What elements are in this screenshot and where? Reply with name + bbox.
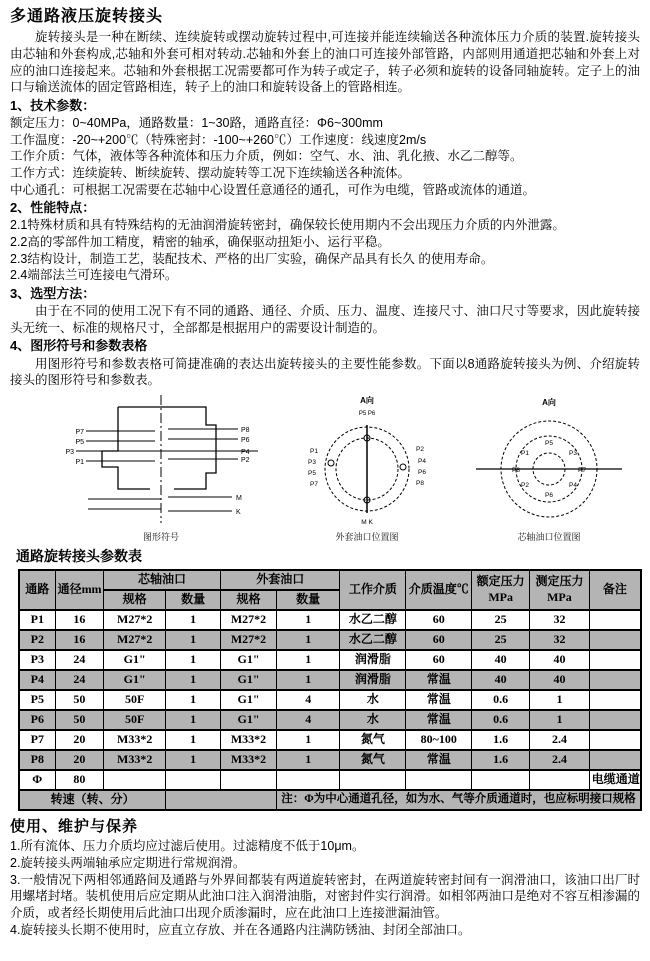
table-cell: 1 [166, 690, 221, 710]
table-cell-speed: 转速（转、分） [19, 790, 166, 810]
table-cell: 常温 [406, 690, 472, 710]
tech-line: 工作温度：-20~+200℃（特殊密封：-100~+260℃）工作速度：线速度2m/s [10, 132, 427, 147]
core-drawing [470, 393, 628, 531]
table-cell: 1 [166, 750, 221, 770]
table-cell: 1 [276, 670, 339, 690]
table-header-cell [530, 570, 590, 610]
table-cell: 25 [472, 610, 530, 630]
feature-line: 2.2高的零部件加工精度，精密的轴承，确保驱动扭矩小、运行平稳。 [10, 235, 390, 250]
port-label: P3 [308, 459, 316, 467]
table-cell: 1.6 [472, 730, 530, 750]
table-header-cell: 外套油口 [221, 570, 340, 590]
table-header-row [19, 570, 641, 590]
diagram-caption: 芯轴油口位置图 [517, 532, 581, 543]
port-label: P5 [545, 440, 553, 448]
feature-line: 2.3结构设计，制造工艺，装配技术、严格的出厂实验，确保产品具有长久 的使用寿命。 [10, 251, 494, 266]
table-cell: 水 [340, 710, 406, 730]
table-cell: 24 [55, 670, 104, 690]
table-cell: 40 [530, 670, 590, 690]
table-cell: 50 [55, 690, 104, 710]
table-cell: G1" [104, 650, 166, 670]
bottom-port-label: M K [361, 519, 373, 527]
table-cell: 40 [530, 650, 590, 670]
port-label: P6 [545, 492, 553, 500]
table-row [19, 730, 641, 750]
table-cell: 润滑脂 [340, 650, 406, 670]
table-cell: 1 [166, 650, 221, 670]
port-label: K [236, 509, 241, 517]
port-label: P4 [241, 449, 250, 457]
table-cell: 1 [166, 670, 221, 690]
table-cell: P3 [19, 650, 55, 670]
port-marker [400, 464, 406, 470]
header-line: 测定压力 [535, 573, 584, 588]
table-header-cell: 通径mm [55, 570, 104, 610]
table-cell: Φ [19, 770, 55, 790]
port-label: M [236, 495, 242, 503]
table-cell: 40 [472, 670, 530, 690]
table-cell: M33*2 [104, 750, 166, 770]
table-cell: 80 [55, 770, 104, 790]
table-cell: 32 [530, 630, 590, 650]
table-footer-row [19, 790, 641, 810]
table-cell: 2.4 [530, 730, 590, 750]
port-label: P5 [75, 439, 84, 447]
table-cell [104, 770, 166, 790]
table-cell: 水乙二醇 [340, 630, 406, 650]
maintenance-item: 2.旋转接头两端轴承应定期进行常规润滑。 [10, 856, 246, 871]
maintenance-heading: 使用、维护与保养 [10, 817, 139, 835]
port-label: P1 [310, 448, 318, 456]
port-label: P3 [65, 449, 74, 457]
symbol-drawing [58, 393, 264, 531]
table-cell: 1 [530, 710, 590, 730]
port-label: P6 [418, 469, 426, 477]
table-cell [589, 650, 641, 670]
diagram-caption: 图形符号 [142, 532, 179, 543]
table-cell: G1" [221, 710, 277, 730]
table-cell: M27*2 [104, 630, 166, 650]
table-header-cell: 通路 [19, 570, 55, 610]
table-cell-note: 注：Φ为中心通道孔径，如为水、气等介质通道时，也应标明接口规格 [276, 790, 641, 810]
table-cell: M27*2 [104, 610, 166, 630]
maintenance-item: 3.一般情况下两相邻通路间及通路与外界间都装有两道旋转密封，在两道旋转密封间有一润滑油口，该油口出厂时用螺堵封堵。装机使用后应定期从此油口注入润滑油脂，对密封件实行润滑。如相邻两油口是绝对不容互相渗漏的介质，或者经长期使用后此油口出现介质渗漏时，应在此油口上连接泄漏油管。 [10, 872, 640, 920]
table-cell: 4 [276, 710, 339, 730]
port-label: P8 [241, 427, 250, 435]
housing-outline-left [102, 407, 150, 489]
section-heading-selection: 3、选型方法： [10, 285, 96, 301]
table-cell: 0.6 [472, 690, 530, 710]
table-cell [530, 770, 590, 790]
header-line: MPa [488, 589, 513, 604]
section-heading-symbols: 4、图形符号和参数表格 [10, 338, 148, 354]
port-label: P2 [521, 482, 529, 490]
table-cell: 1 [166, 630, 221, 650]
table-cell: G1" [221, 670, 277, 690]
diagram-sleeve-ports [292, 393, 442, 544]
header-line: 额定压力 [476, 573, 525, 588]
table-cell: 水乙二醇 [340, 610, 406, 630]
table-cell: 电缆通道 [589, 770, 641, 790]
intro-paragraph: 旋转接头是一种在断续、连续旋转或摆动旋转过程中,可连接并能连续输送各种流体压力介质的装置.旋转接头由芯轴和外套构成,芯轴和外套可相对转动.芯轴和外套上的油口可连接外部管路，内部则用通道把芯轴和外套上对应的油口连接起来。芯轴和外套根据工况需要都可作为转子或定子，转子必须和旋转的设备同轴旋转。定子上的油口与输送流体的固定管路相连，转子上的油口和旋转设备上的管路相连。 [10, 30, 640, 95]
table-row [19, 690, 641, 710]
table-header-cell: 芯轴油口 [104, 570, 221, 590]
table-cell [589, 670, 641, 690]
table-cell: G1" [221, 690, 277, 710]
port-label: P2 [241, 457, 250, 465]
table-cell: P8 [19, 750, 55, 770]
table-row [19, 650, 641, 670]
view-label: A向 [542, 398, 556, 408]
table-header-cell: 介质温度℃ [406, 570, 472, 610]
section-heading-tech: 1、技术参数： [10, 97, 96, 113]
header-line: MPa [547, 589, 572, 604]
table-cell: 氮气 [340, 730, 406, 750]
table-row [19, 670, 641, 690]
port-label: P3 [569, 450, 577, 458]
table-cell: 80~100 [406, 730, 472, 750]
table-cell: 常温 [406, 670, 472, 690]
table-cell [589, 730, 641, 750]
page-title: 多通路液压旋转接头 [10, 8, 164, 25]
table-cell: 1 [166, 730, 221, 750]
table-cell: 常温 [406, 750, 472, 770]
table-cell: 16 [55, 610, 104, 630]
table-cell: 水 [340, 690, 406, 710]
table-cell: 40 [472, 650, 530, 670]
housing-outline-right [118, 407, 216, 489]
table-cell: 1 [530, 690, 590, 710]
maintenance-item: 4.旋转接头长期不使用时，应直立存放、并在各通路内注满防锈油、封闭全部油口。 [10, 922, 471, 937]
selection-paragraph: 由于在不同的使用工况下有不同的通路、通径、介质、压力、温度、连接尺寸、油口尺寸等要求，因此旋转接头无统一、标准的规格尺寸，全部都是根据用户的需要设计制造的。 [10, 304, 640, 335]
table-cell: 50 [55, 710, 104, 730]
tech-line: 工作方式：连续旋转、断续旋转、摆动旋转等工况下连续输送各种流体。 [10, 165, 411, 180]
table-row [19, 770, 641, 790]
table-header-cell: 工作介质 [340, 570, 406, 610]
port-marker [328, 460, 334, 466]
table-cell [221, 770, 277, 790]
port-label: P4 [569, 482, 577, 490]
table-cell: 润滑脂 [340, 670, 406, 690]
table-row [19, 710, 641, 730]
table-cell: 氮气 [340, 750, 406, 770]
table-cell [589, 610, 641, 630]
table-cell: 50F [104, 710, 166, 730]
table-cell [276, 770, 339, 790]
table-cell: 1 [166, 610, 221, 630]
table-cell: 1 [276, 610, 339, 630]
table-cell: 1.6 [472, 750, 530, 770]
table-cell: P7 [19, 730, 55, 750]
table-cell: P2 [19, 630, 55, 650]
port-label: P4 [418, 458, 426, 466]
table-cell [166, 770, 221, 790]
table-cell: P5 [19, 690, 55, 710]
table-cell: M27*2 [221, 610, 277, 630]
diagram-symbol [58, 393, 264, 544]
table-cell: G1" [104, 670, 166, 690]
port-label: P7 [75, 429, 84, 437]
table-cell: P4 [19, 670, 55, 690]
table-cell-blank [166, 790, 277, 810]
tech-line: 额定压力：0~40MPa，通路数量：1~30路，通路直径：Φ6~300mm [10, 116, 383, 131]
port-label: P2 [416, 446, 424, 454]
table-header-cell [472, 570, 530, 610]
table-cell: P1 [19, 610, 55, 630]
table-row [19, 750, 641, 770]
table-cell: M33*2 [221, 730, 277, 750]
table-header-cell: 规格 [221, 590, 277, 610]
table-row [19, 630, 641, 650]
port-label: P7 [578, 467, 586, 475]
port-label: P7 [310, 481, 318, 489]
table-cell: 60 [406, 610, 472, 630]
table-cell: 60 [406, 630, 472, 650]
table-row [19, 610, 641, 630]
table-cell: M27*2 [221, 630, 277, 650]
table-cell: 1 [276, 630, 339, 650]
table-cell [589, 710, 641, 730]
table-cell [472, 770, 530, 790]
table-cell: 50F [104, 690, 166, 710]
table-cell: P6 [19, 710, 55, 730]
parameter-table [18, 569, 642, 811]
parameter-table-title: 通路旋转接头参数表 [16, 548, 142, 565]
table-cell: 25 [472, 630, 530, 650]
port-label: P6 [241, 437, 250, 445]
port-label: P1 [521, 450, 529, 458]
table-cell: 24 [55, 650, 104, 670]
table-cell: 60 [406, 650, 472, 670]
table-cell [589, 690, 641, 710]
port-label: P8 [416, 480, 424, 488]
table-cell: 1 [276, 750, 339, 770]
table-cell: 常温 [406, 710, 472, 730]
feature-line: 2.1特殊材质和具有特殊结构的无油润滑旋转密封，确保较长使用期内不会出现压力介质的内外泄露。 [10, 218, 565, 233]
table-cell [589, 750, 641, 770]
diagram-caption: 外套油口位置图 [335, 532, 399, 543]
port-label: P5 [308, 470, 316, 478]
sleeve-drawing [292, 393, 442, 531]
table-cell: G1" [221, 650, 277, 670]
feature-line: 2.4端部法兰可连接电气滑环。 [10, 268, 178, 283]
table-cell: 1 [276, 650, 339, 670]
tech-line: 工作介质：气体，液体等各种流体和压力介质，例如：空气、水、油、乳化掖、水乙二醇等。 [10, 149, 523, 164]
table-header-cell: 数量 [166, 590, 221, 610]
table-cell: 20 [55, 750, 104, 770]
table-cell: 16 [55, 630, 104, 650]
table-cell: 2.4 [530, 750, 590, 770]
symbols-paragraph: 用图形符号和参数表格可简捷准确的表达出旋转接头的主要性能参数。下面以8通路旋转接头为例、介绍旋转接头的图形符号和参数表。 [10, 356, 640, 388]
table-cell: 20 [55, 730, 104, 750]
table-cell [406, 770, 472, 790]
table-cell [340, 770, 406, 790]
tech-line: 中心通孔：可根据工况需要在芯轴中心设置任意通径的通孔，可作为电缆，管路或流体的通道。 [10, 182, 536, 197]
diagram-core-ports [470, 393, 628, 544]
table-header-cell: 规格 [104, 590, 166, 610]
port-label: P1 [75, 459, 84, 467]
table-cell: 32 [530, 610, 590, 630]
section-heading-features: 2、性能特点： [10, 200, 96, 216]
maintenance-item: 1.所有流体、压力介质均应过滤后使用。过滤精度不低于10μm。 [10, 839, 365, 854]
table-header-cell: 备注 [589, 570, 641, 610]
view-label: A向 [360, 396, 374, 406]
diagrams-section [10, 393, 640, 543]
port-label: P8 [512, 467, 520, 475]
table-cell: 4 [276, 690, 339, 710]
table-cell: 1 [276, 730, 339, 750]
table-cell: 1 [166, 710, 221, 730]
table-cell: 0.6 [472, 710, 530, 730]
top-port-label: P5 P6 [358, 411, 376, 418]
table-cell: M33*2 [221, 750, 277, 770]
table-cell [589, 630, 641, 650]
table-header-cell: 数量 [276, 590, 339, 610]
table-cell: M33*2 [104, 730, 166, 750]
